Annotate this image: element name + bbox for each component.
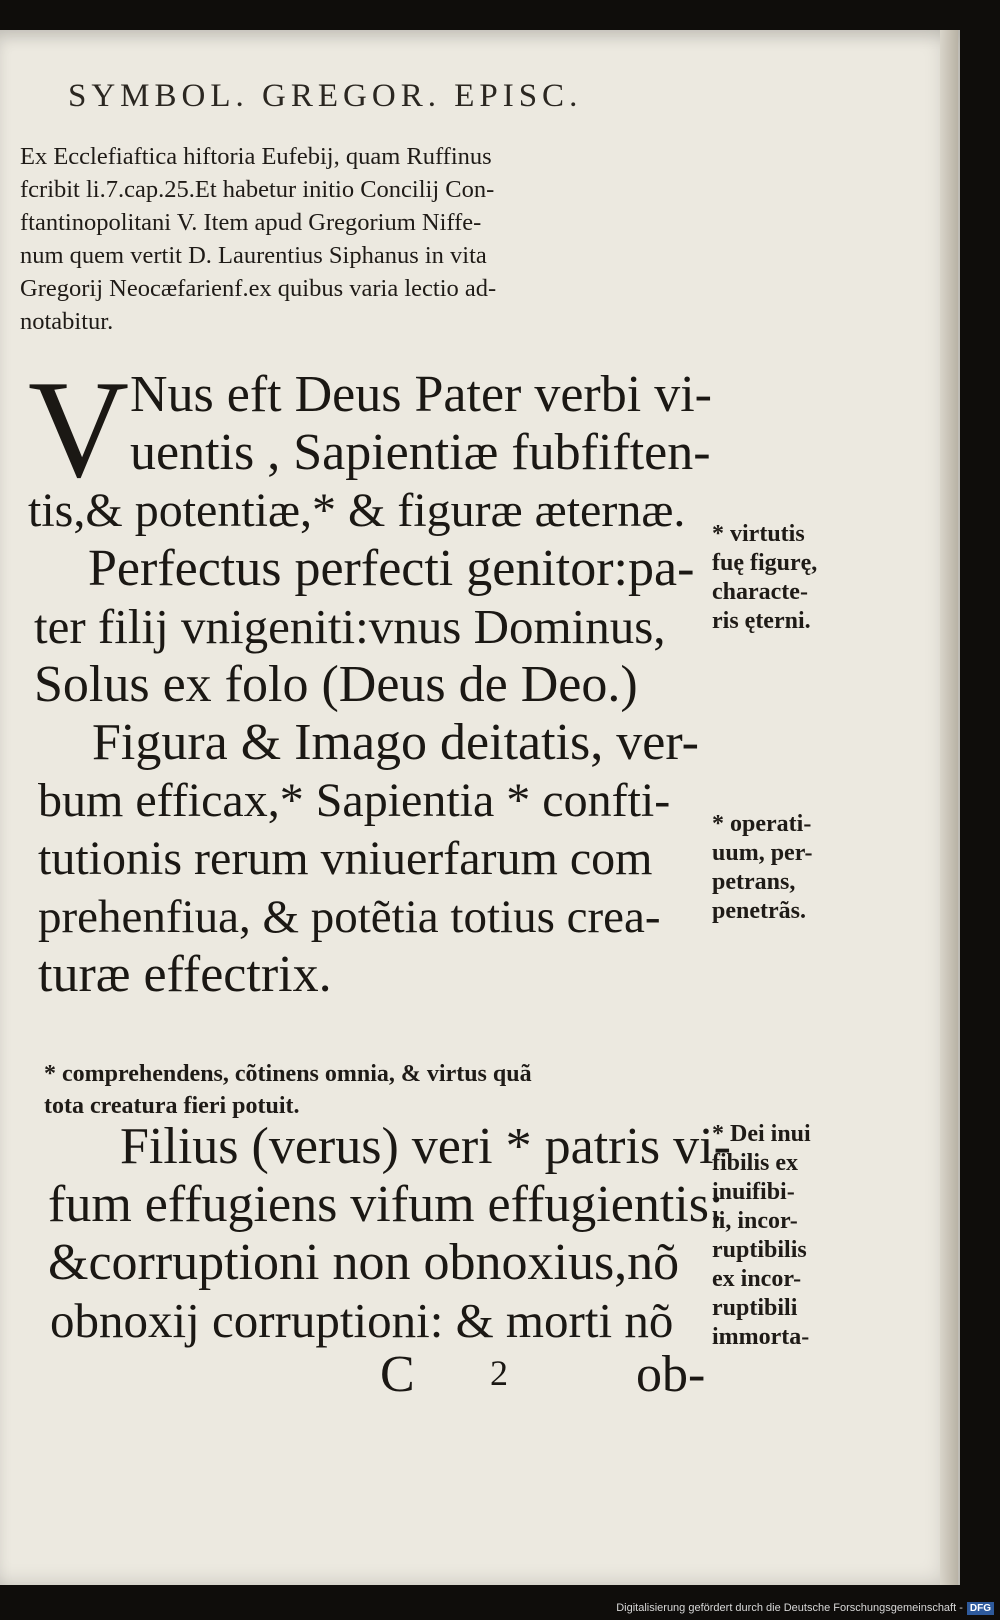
text-line: bum efficax,* Sapientia * confti-: [38, 774, 671, 827]
note-line: li, incor-: [712, 1208, 798, 1234]
note-line: * operati-: [712, 811, 812, 837]
text-line: uentis , Sapientiæ fubfiften-: [130, 424, 711, 481]
note-line: fibilis ex: [712, 1150, 799, 1176]
note-line: petrans,: [712, 869, 796, 895]
text-line: prehenfiua, & potẽtia totius crea-: [38, 891, 661, 943]
text-line: tis,& potentiæ,* & figuræ æternæ.: [28, 484, 686, 537]
text-line: Filius (verus) veri * patris vi-: [120, 1118, 731, 1175]
note-line: inuifibi-: [712, 1179, 795, 1205]
credit-text: Digitalisierung gefördert durch die Deutsche Forschungsgemeinschaft -: [616, 1602, 963, 1614]
text-line: tutionis rerum vniuerfarum com: [38, 832, 653, 885]
text-line: Perfectus perfecti genitor:pa-: [88, 540, 695, 597]
note-line: characte-: [712, 579, 808, 605]
text-line: Figura & Imago deitatis, ver-: [92, 714, 699, 771]
note-line: ris ęterni.: [712, 608, 811, 634]
running-header: SYMBOL. GREGOR. EPISC.: [68, 78, 583, 114]
digitization-credit[interactable]: [616, 1598, 994, 1618]
note-line: fuę figurę,: [712, 550, 818, 576]
drop-cap: V: [28, 352, 130, 507]
footnote-line: * comprehendens, cõtinens omnia, & virtus quã: [44, 1061, 532, 1087]
intro-line: notabitur.: [20, 308, 114, 335]
note-line: * Dei inui: [712, 1121, 811, 1147]
footnote: [44, 1058, 724, 1122]
note-line: * virtutis: [712, 521, 805, 547]
text-line: Nus eft Deus Pater verbi vi-: [130, 366, 712, 423]
intro-paragraph: [20, 140, 710, 338]
margin-note: [712, 810, 812, 926]
text-line: ter filij vnigeniti:vnus Dominus,: [34, 599, 666, 654]
intro-line: num quem vertit D. Laurentius Siphanus in vita: [20, 242, 487, 269]
note-line: ruptibilis: [712, 1237, 807, 1263]
margin-note: [712, 1120, 811, 1352]
page-edge: [940, 30, 958, 1585]
intro-line: fcribit li.7.cap.25.Et habetur initio Concilij Con-: [20, 176, 495, 203]
intro-line: Gregorij Neocæfarienf.ex quibus varia lectio ad-: [20, 275, 497, 302]
note-line: ruptibili: [712, 1295, 798, 1321]
signature-number: 2: [490, 1353, 508, 1393]
catchword: ob-: [636, 1346, 706, 1403]
text-line: &corruptioni non obnoxius,nõ: [48, 1234, 680, 1291]
note-line: penetrãs.: [712, 898, 806, 924]
note-line: ex incor-: [712, 1266, 802, 1292]
margin-note: [712, 520, 817, 636]
text-line: Solus ex folo (Deus de Deo.): [34, 656, 638, 713]
text-line: turæ effectrix.: [38, 946, 332, 1003]
footnote-line: tota creatura fieri potuit.: [44, 1093, 300, 1119]
note-line: immorta-: [712, 1324, 810, 1350]
intro-line: ftantinopolitani V. Item apud Gregorium Niffe-: [20, 209, 482, 236]
dfg-logo-icon: DFG: [967, 1602, 994, 1615]
signature-mark: C: [380, 1346, 415, 1403]
intro-line: Ex Ecclefiaftica hiftoria Eufebij, quam Ruffinus: [20, 143, 492, 170]
text-line: obnoxij corruptioni: & morti nõ: [50, 1293, 674, 1348]
note-line: uum, per-: [712, 840, 813, 866]
text-line: fum effugiens vifum effugientis:: [48, 1176, 724, 1233]
